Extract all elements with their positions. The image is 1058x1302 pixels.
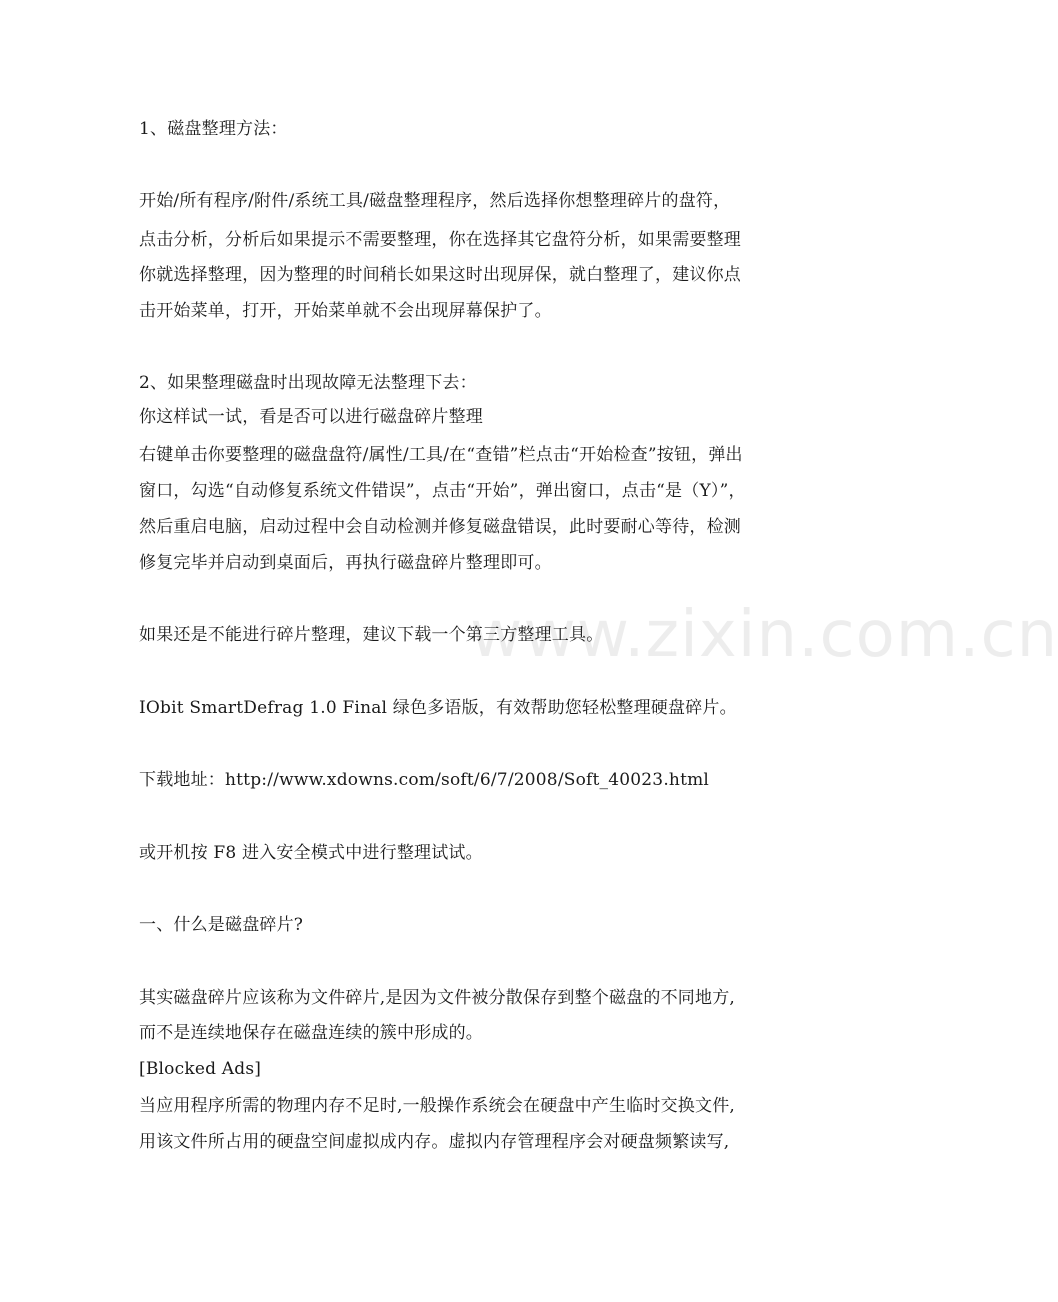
heading-defrag-fault: 2、如果整理磁盘时出现故障无法整理下去：: [139, 373, 477, 393]
blocked-ads-text: [Blocked Ads]: [139, 1059, 262, 1079]
heading-what-is-fragment: 一、什么是磁盘碎片?: [139, 915, 304, 935]
paragraph-line: 当应用程序所需的物理内存不足时,一般操作系统会在硬盘中产生临时交换文件,: [139, 1096, 736, 1116]
watermark: www.zixin.com.cn: [470, 598, 1058, 672]
paragraph-line: 点击分析，分析后如果提示不需要整理，你在选择其它盘符分析，如果需要整理: [139, 230, 741, 250]
paragraph-line: 窗口，勾选“自动修复系统文件错误”，点击“开始”，弹出窗口，点击“是（Y）”，: [139, 481, 746, 501]
paragraph-line: 或开机按 F8 进入安全模式中进行整理试试。: [139, 843, 483, 863]
paragraph-line: 用该文件所占用的硬盘空间虚拟成内存。虚拟内存管理程序会对硬盘频繁读写,: [139, 1132, 730, 1152]
paragraph-line: 修复完毕并启动到桌面后，再执行磁盘碎片整理即可。: [139, 553, 552, 573]
paragraph-line: 然后重启电脑，启动过程中会自动检测并修复磁盘错误，此时要耐心等待，检测: [139, 517, 741, 537]
paragraph-line: 你就选择整理，因为整理的时间稍长如果这时出现屏保，就白整理了，建议你点: [139, 265, 741, 285]
paragraph-line: 其实磁盘碎片应该称为文件碎片,是因为文件被分散保存到整个磁盘的不同地方,: [139, 988, 736, 1008]
paragraph-line: 你这样试一试，看是否可以进行磁盘碎片整理: [139, 407, 483, 427]
paragraph-line: 击开始菜单，打开，开始菜单就不会出现屏幕保护了。: [139, 301, 552, 321]
paragraph-line: IObit SmartDefrag 1.0 Final 绿色多语版，有效帮助您轻松整理硬盘碎片。: [139, 698, 737, 718]
paragraph-line: 开始/所有程序/附件/系统工具/磁盘整理程序，然后选择你想整理碎片的盘符，: [139, 191, 731, 211]
heading-defrag-method: 1、磁盘整理方法：: [139, 119, 288, 139]
paragraph-line: 如果还是不能进行碎片整理，建议下载一个第三方整理工具。: [139, 625, 604, 645]
paragraph-line: 而不是连续地保存在磁盘连续的簇中形成的。: [139, 1023, 483, 1043]
download-address: 下载地址：http://www.xdowns.com/soft/6/7/2008/Soft_40023.html: [139, 770, 710, 790]
paragraph-line: 右键单击你要整理的磁盘盘符/属性/工具/在“查错”栏点击“开始检查”按钮，弹出: [139, 445, 743, 465]
